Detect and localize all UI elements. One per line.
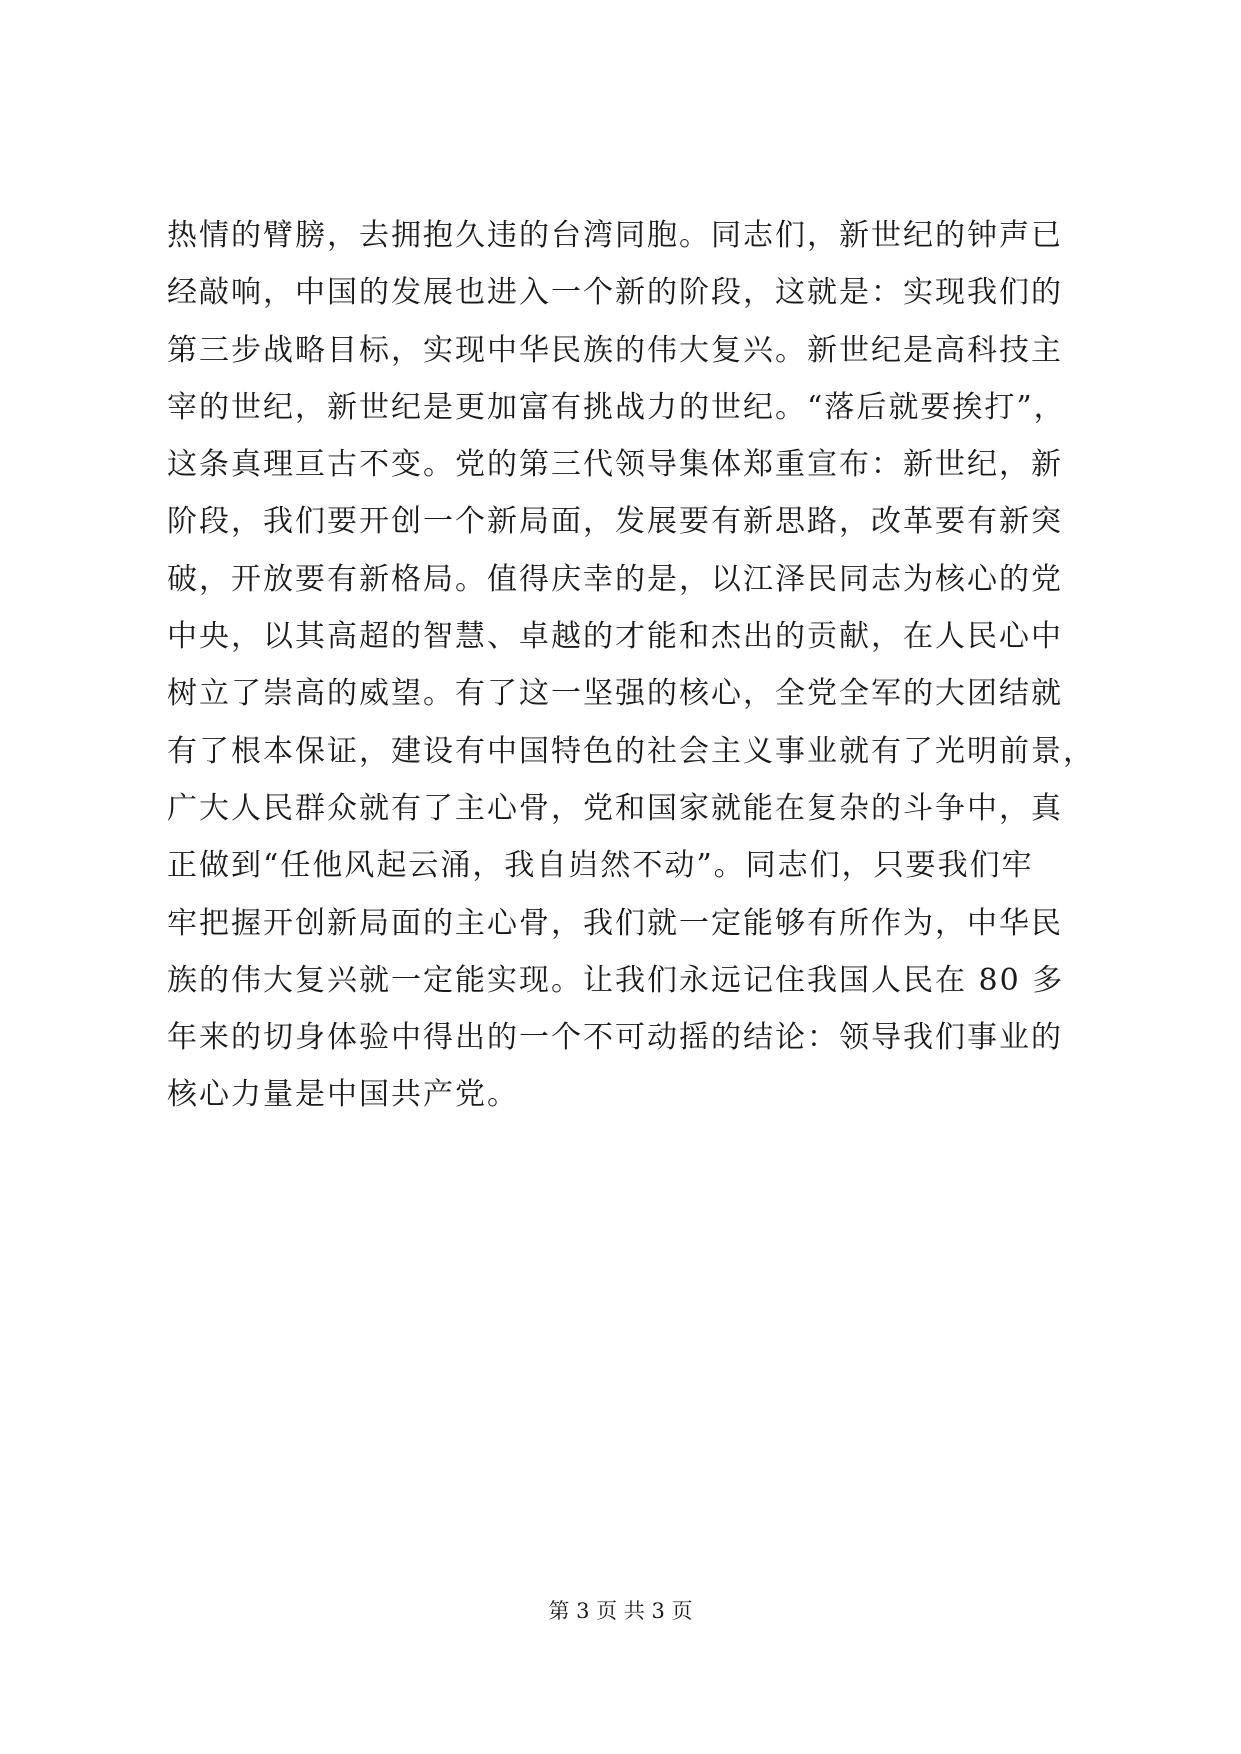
text-line: 破，开放要有新格局。值得庆幸的是，以江泽民同志为核心的党 [167, 561, 1063, 597]
text-line: 年来的切身体验中得出的一个不可动摇的结论：领导我们事业的 [167, 1020, 1063, 1056]
text-line: 核心力量是中国共产党。 [167, 1077, 519, 1113]
text-line: 热情的臂膀，去拥抱久违的台湾同胞。同志们，新世纪的钟声已 [167, 218, 1063, 253]
text-line: 第三步战略目标，实现中华民族的伟大复兴。新世纪是高科技主 [167, 332, 1063, 368]
text-line: 广大人民群众就有了主心骨，党和国家就能在复杂的斗争中，真 [167, 790, 1063, 826]
text-line: 族的伟大复兴就一定能实现。让我们永远记住我国人民在 80 多 [167, 962, 1065, 998]
text-line: 树立了崇高的威望。有了这一坚强的核心，全党全军的大团结就 [167, 676, 1063, 712]
text-line: 这条真理亘古不变。党的第三代领导集体郑重宣布：新世纪，新 [167, 447, 1063, 483]
text-line: 有了根本保证，建设有中国特色的社会主义事业就有了光明前景， [167, 733, 1095, 769]
text-line: 正做到“任他风起云涌，我自岿然不动”。同志们，只要我们牢 [167, 848, 1034, 884]
body-paragraph [167, 207, 1095, 1124]
text-line: 阶段，我们要开创一个新局面，发展要有新思路，改革要有新突 [167, 504, 1063, 540]
text-line: 宰的世纪，新世纪是更加富有挑战力的世纪。“落后就要挨打”， [167, 389, 1066, 425]
text-line: 经敲响，中国的发展也进入一个新的阶段，这就是：实现我们的 [167, 275, 1063, 311]
text-line: 中央，以其高超的智慧、卓越的才能和杰出的贡献，在人民心中 [167, 619, 1063, 655]
text-line: 牢把握开创新局面的主心骨，我们就一定能够有所作为，中华民 [167, 905, 1063, 941]
page-number-footer: 第 3 页 共 3 页 [548, 1599, 693, 1623]
